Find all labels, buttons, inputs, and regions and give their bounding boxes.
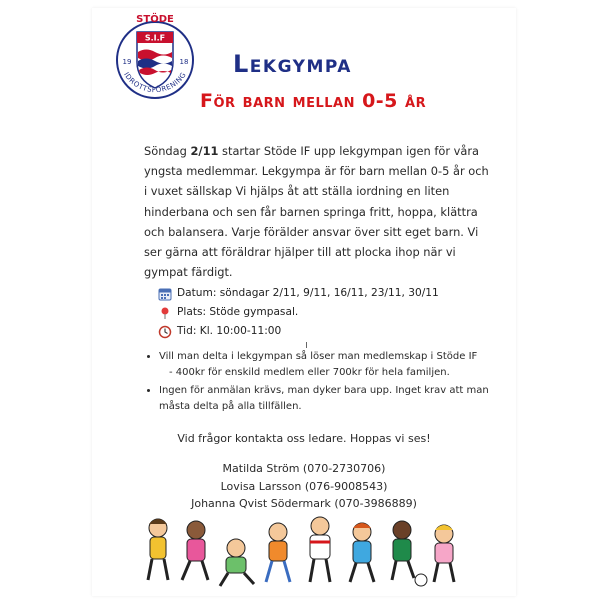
- text-cursor: [306, 342, 307, 348]
- list-item: [159, 383, 504, 415]
- children-illustration: [138, 512, 468, 592]
- child-figure: [148, 519, 168, 580]
- detail-date-text: Datum: söndagar 2/11, 9/11, 16/11, 23/11, 30/11: [177, 287, 439, 299]
- bullet-signup: Ingen för anmälan krävs, man dyker bara upp. Inget krav att man måsta delta på alla tillfällen.: [159, 385, 489, 412]
- logo-year-left: 19: [122, 58, 132, 66]
- child-figure: [434, 525, 454, 582]
- list-item: [159, 349, 504, 381]
- intro-paragraph: [144, 141, 494, 282]
- bullet-membership-price: - 400kr för enskild medlem eller 700kr för hela familjen.: [169, 367, 450, 378]
- child-figure: [220, 539, 254, 586]
- logo-top-text: STÖDE: [136, 14, 174, 25]
- child-figure: [392, 521, 427, 586]
- leader-contact: Johanna Qvist Södermark (070-3986889): [191, 497, 417, 510]
- leader-contact: Matilda Ström (070-2730706): [222, 462, 386, 475]
- pin-icon: [158, 306, 172, 320]
- child-figure: [266, 523, 290, 582]
- child-figure: [350, 523, 374, 582]
- child-figure: [310, 517, 330, 582]
- calendar-icon: [158, 287, 172, 301]
- bullet-membership: Vill man delta i lekgympan så löser man medlemskap i Stöde IF: [159, 351, 478, 362]
- leaders-list: [92, 460, 516, 513]
- detail-place: [158, 303, 439, 322]
- clock-icon: [158, 325, 172, 339]
- intro-pre: Söndag: [144, 144, 191, 158]
- detail-date: [158, 284, 439, 303]
- page-subtitle: För barn mellan 0-5 år: [200, 90, 427, 112]
- logo-badge-text: S.I.F: [144, 33, 166, 43]
- detail-time-text: Tid: Kl. 10:00-11:00: [177, 325, 282, 337]
- leader-contact: Lovisa Larsson (076-9008543): [220, 479, 388, 493]
- club-logo: [105, 8, 205, 108]
- intro-date: 2/11: [190, 144, 219, 158]
- child-figure: [182, 521, 208, 580]
- detail-place-text: Plats: Stöde gympasal.: [177, 306, 299, 318]
- contact-intro: Vid frågor kontakta oss ledare. Hoppas vi ses!: [177, 432, 431, 445]
- page-title: Lekgympa: [233, 50, 352, 78]
- detail-time: [158, 322, 439, 341]
- intro-body: startar Stöde IF upp lekgympan igen för våra yngsta medlemmar. Lekgympa är för barn mellan 0-5 år och i vuxet sällskap Vi hjälps åt att ställa iordning en liten hinderbana och sen får barnen springa fritt, hoppa, klättra och balansera. Varje förälder ansvar över sitt eget barn. Vi ser gärna att föräldrar hjälper till att plocka ihop när vi gympat färdigt.: [144, 144, 489, 280]
- logo-year-right: 18: [179, 58, 189, 66]
- info-list: [142, 349, 504, 417]
- logo-bottom-text: IDROTTSFÖRENING: [122, 70, 188, 95]
- event-details: [158, 284, 439, 341]
